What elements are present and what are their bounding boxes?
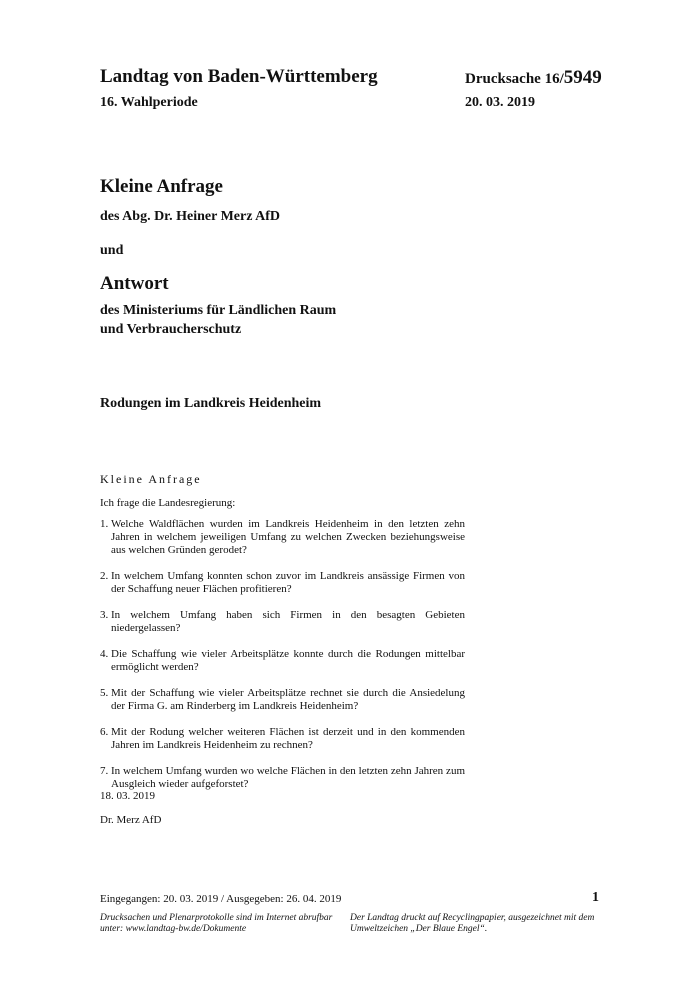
question-number: 4. (100, 648, 109, 660)
question-number: 5. (100, 687, 109, 699)
document-date: 20. 03. 2019 (465, 95, 535, 110)
question-list (100, 518, 465, 804)
und-label: und (100, 243, 124, 258)
question-item (100, 518, 465, 557)
document-number-value: 5949 (563, 67, 602, 88)
parliament-name: Landtag von Baden-Württemberg (100, 66, 378, 87)
question-item (100, 609, 465, 635)
question-item (100, 570, 465, 596)
intro-text: Ich frage die Landesregierung: (100, 497, 236, 509)
question-text: Mit der Rodung welcher weiteren Flächen ist derzeit und in den kommenden Jahren im Landkreis Heidenheim zu rechnen? (111, 726, 465, 751)
question-item (100, 687, 465, 713)
question-text: Mit der Schaffung wie vieler Arbeitsplätze rechnet sie durch die Ansiedelung der Firma G. am Rinderberg im Landkreis Heidenheim? (111, 687, 465, 712)
inquiry-date: 18. 03. 2019 (100, 790, 155, 802)
footer-note-recycling: Der Landtag druckt auf Recyclingpapier, ausgezeichnet mit dem Umweltzeichen „Der Blaue Engel“. (350, 913, 595, 934)
question-number: 1. (100, 518, 109, 530)
question-item (100, 726, 465, 752)
question-number: 6. (100, 726, 109, 738)
question-text: Die Schaffung wie vieler Arbeitsplätze konnte durch die Rodungen mittelbar ermöglicht werden? (111, 648, 465, 673)
question-text: In welchem Umfang wurden wo welche Flächen in den letzten zehn Jahren zum Ausgleich wieder aufgeforstet? (111, 765, 465, 790)
question-text: In welchem Umfang konnten schon zuvor im Landkreis ansässige Firmen von der Schaffung neuer Flächen profitieren? (111, 570, 465, 595)
ministry-line-2: und Verbraucherschutz (100, 322, 242, 337)
kleine-anfrage-heading: Kleine Anfrage (100, 176, 223, 197)
document-separator: / (559, 71, 564, 87)
author-line: des Abg. Dr. Heiner Merz AfD (100, 209, 281, 224)
question-number: 3. (100, 609, 109, 621)
footer-note-internet: Drucksachen und Plenarprotokolle sind im Internet abrufbar unter: www.landtag-bw.de/Dokumente (100, 913, 333, 934)
document-number (465, 67, 602, 89)
page-number: 1 (592, 890, 599, 905)
ministry-line-1: des Ministeriums für Ländlichen Raum (100, 303, 337, 318)
question-text: Welche Waldflächen wurden im Landkreis Heidenheim in den letzten zehn Jahren in welchem jeweiligen Umfang zu welchen Zwecken beziehungsweise aus welchen Gründen gerodet? (111, 518, 465, 556)
question-item (100, 648, 465, 674)
question-text: In welchem Umfang haben sich Firmen in den besagten Gebieten niedergelassen? (111, 609, 465, 634)
signature: Dr. Merz AfD (100, 814, 162, 826)
electoral-period: 16. Wahlperiode (100, 95, 198, 110)
received-issued-line: Eingegangen: 20. 03. 2019 / Ausgegeben: 26. 04. 2019 (100, 893, 342, 905)
document-label: Drucksache 16 (465, 71, 560, 87)
section-label: Kleine Anfrage (100, 472, 202, 486)
question-number: 7. (100, 765, 109, 777)
question-item (100, 765, 465, 791)
question-number: 2. (100, 570, 109, 582)
antwort-heading: Antwort (100, 273, 169, 294)
topic-title: Rodungen im Landkreis Heidenheim (100, 396, 322, 411)
